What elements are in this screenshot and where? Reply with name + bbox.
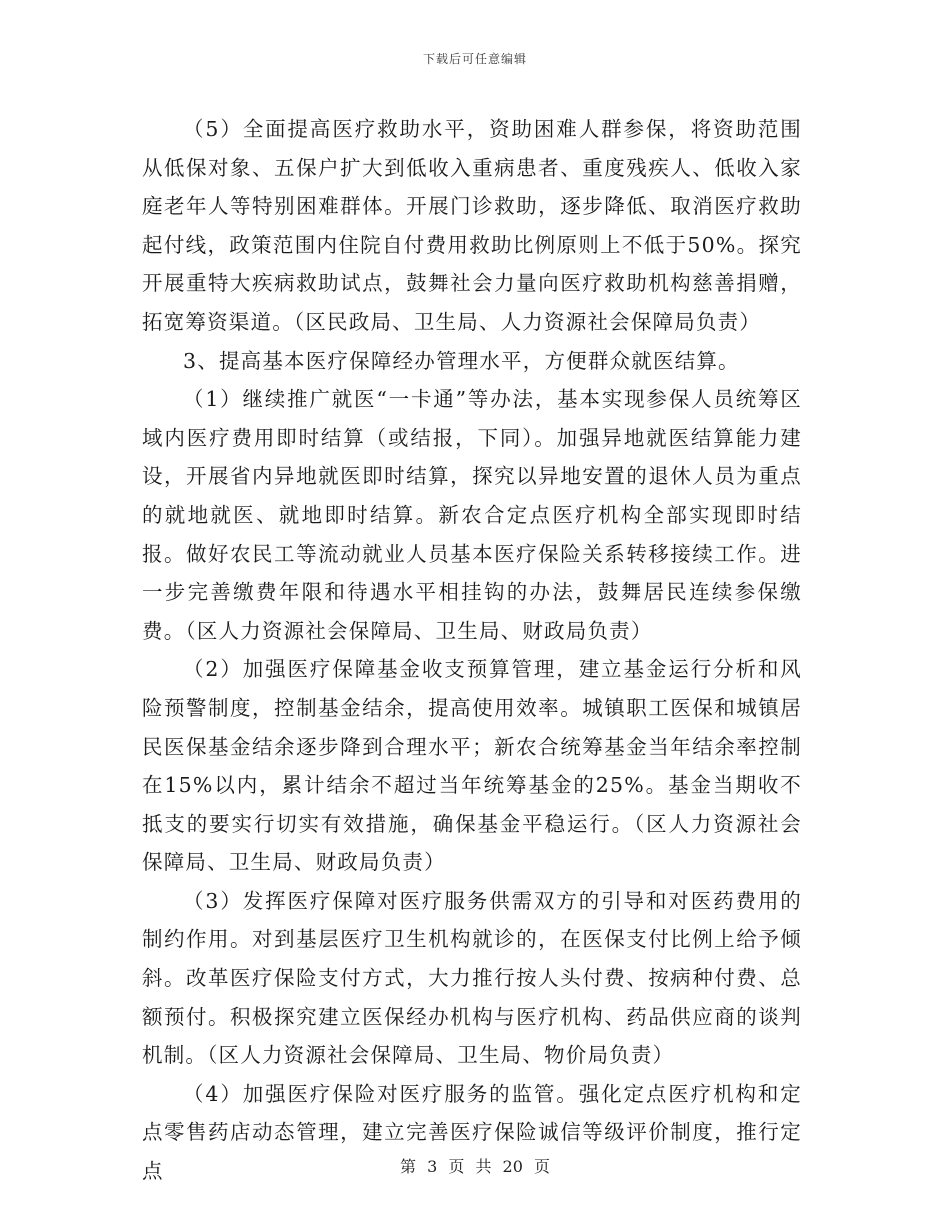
paragraph-guidance: （3）发挥医疗保障对医疗服务供需双方的引导和对医药费用的制约作用。对到基层医疗卫生机构就诊的，在医保支付比例上给予倾斜。改革医疗保险支付方式，大力推行按人头付费、按病种付费、总额预付。积极探究建立医保经办机构与医疗机构、药品供应商的谈判机制。（区人力资源社会保障局、卫生局、物价局负责） bbox=[142, 888, 802, 1068]
paragraph-one-card: （1）继续推广就医“一卡通”等办法，基本实现参保人员统筹区域内医疗费用即时结算（或结报，下同）。加强异地就医结算能力建设，开展省内异地就医即时结算，探究以异地安置的退休人员为重点的就地就医、就地即时结算。新农合定点医疗机构全部实现即时结报。做好农民工等流动就业人员基本医疗保险关系转移接续工作。进一步完善缴费年限和待遇水平相挂钩的办法，鼓舞居民连续参保缴费。（区人力资源社会保障局、卫生局、财政局负责） bbox=[142, 387, 802, 643]
paragraph-supervision: （4）加强医疗保险对医疗服务的监管。强化定点医疗机构和定点零售药店动态管理，建立完善医疗保险诚信等级评价制度，推行定点 bbox=[142, 1081, 802, 1184]
section-heading-3: 3、提高基本医疗保障经办管理水平，方便群众就医结算。 bbox=[183, 348, 740, 373]
page-number-footer: 第 3 页 共 20 页 bbox=[400, 1157, 550, 1176]
header-note: 下载后可任意编辑 bbox=[422, 52, 527, 66]
paragraph-medical-aid: （5）全面提高医疗救助水平，资助困难人群参保，将资助范围从低保对象、五保户扩大到低收入重病患者、重度残疾人、低收入家庭老年人等特别困难群体。开展门诊救助，逐步降低、取消医疗救助起付线，政策范围内住院自付费用救助比例原则上不低于50%。探究开展重特大疾病救助试点，鼓舞社会力量向医疗救助机构慈善捐赠，拓宽筹资渠道。（区民政局、卫生局、人力资源社会保障局负责） bbox=[142, 117, 802, 334]
paragraph-fund-budget: （2）加强医疗保障基金收支预算管理，建立基金运行分析和风险预警制度，控制基金结余，提高使用效率。城镇职工医保和城镇居民医保基金结余逐步降到合理水平；新农合统筹基金当年结余率控制在15%以内，累计结余不超过当年统筹基金的25%。基金当期收不抵支的要实行切实有效措施，确保基金平稳运行。（区人力资源社会保障局、卫生局、财政局负责） bbox=[142, 657, 802, 875]
body-text bbox=[142, 110, 802, 1191]
